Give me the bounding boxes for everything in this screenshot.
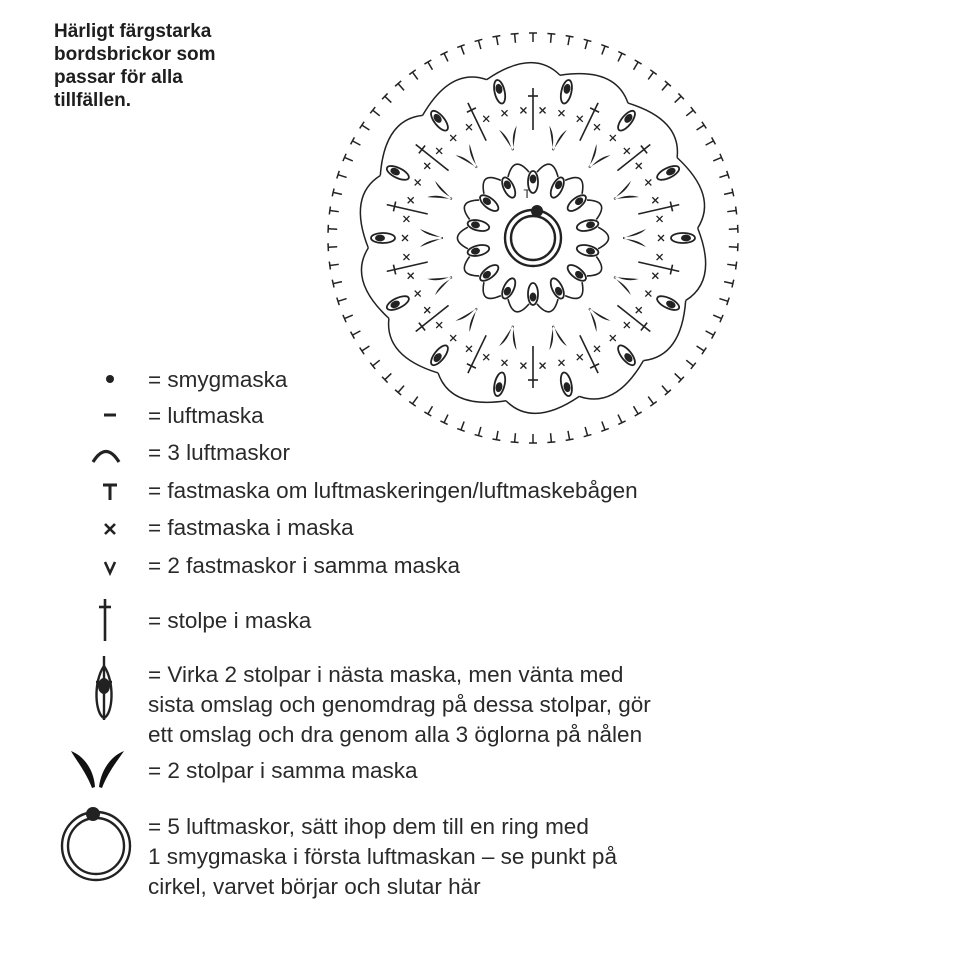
sc-around-stitch (475, 39, 485, 50)
sc-cross (436, 322, 442, 328)
cluster-stitch (565, 262, 588, 284)
dc-pair (610, 269, 639, 295)
cluster-stitch (467, 218, 491, 233)
sc-cross (436, 148, 442, 154)
legend-cluster (148, 660, 651, 750)
dc-pair-icon (66, 744, 130, 794)
sc-around-stitch (718, 171, 729, 181)
dc-stitch (638, 262, 679, 271)
sc-cross (502, 360, 508, 366)
cluster-stitch-outer (559, 371, 574, 397)
sc-cross (415, 179, 421, 185)
chain-arc (565, 178, 583, 194)
sc-around-stitch (694, 122, 706, 134)
sc-around-stitch (440, 413, 451, 425)
cluster-stitch (499, 175, 518, 199)
sc-around-stitch (343, 154, 354, 165)
sc-around-stitch (712, 154, 723, 165)
sc-around-stitch (729, 225, 738, 233)
sc-around-stitch (424, 60, 435, 72)
sc-cross (403, 216, 409, 222)
sc-around-stitch (395, 81, 407, 93)
sc-around-stitch (492, 430, 501, 440)
sc-around-stitch (704, 137, 716, 148)
cluster-stitch (576, 218, 600, 233)
sc-around-stitch (727, 207, 737, 216)
sc-cross (408, 197, 414, 203)
sc-cross (483, 354, 489, 360)
legend-chain-arc (148, 438, 290, 468)
dc-pair (427, 269, 456, 295)
dc-pair (499, 324, 522, 350)
dc-pair (456, 303, 484, 332)
chain-arc (587, 200, 602, 219)
chain-arc (537, 299, 558, 312)
sc-cross (594, 124, 600, 130)
chain-icon (90, 402, 130, 432)
cluster-stitch (528, 283, 538, 305)
cluster-stitch (499, 276, 518, 300)
cluster-stitch (477, 262, 500, 284)
cluster-stitch-outer (559, 79, 574, 105)
sc-around-stitch (360, 343, 372, 355)
sc-around-stitch (332, 278, 343, 288)
sc-around-stitch (727, 260, 737, 269)
sc-around-stitch (684, 357, 696, 369)
legend-magic-ring (148, 812, 617, 902)
sc-cross (645, 291, 651, 297)
sc-cross (502, 110, 508, 116)
sc-around-stitch (598, 420, 609, 431)
sc-around-stitch (329, 260, 339, 269)
legend-sc-around (148, 476, 638, 506)
sc-cross (657, 216, 663, 222)
intro-line: bordsbrickor som (54, 44, 216, 65)
outer-chain-arc (506, 396, 579, 413)
chain-arc (483, 178, 501, 194)
sc-around-stitch (409, 394, 421, 406)
legend-sc-increase (148, 551, 460, 581)
dc-stitch (416, 305, 449, 331)
dc-stitch (617, 144, 650, 170)
cluster-stitch (565, 192, 588, 214)
sc-around-stitch (511, 433, 520, 443)
sc-cross (520, 107, 526, 113)
sc-cross (450, 335, 456, 341)
sc-around-stitch (672, 93, 684, 105)
sc-around-stitch (395, 383, 407, 395)
sc-around-icon (90, 476, 130, 506)
chain-arc (483, 282, 501, 298)
sc-around-stitch (684, 107, 696, 119)
sc-around-stitch (328, 225, 337, 233)
dc-pair (610, 181, 639, 207)
cluster-icon (86, 654, 122, 722)
sc-around-stitch (351, 327, 363, 338)
chain-arc-icon (86, 438, 126, 468)
sc-around-stitch (409, 70, 421, 82)
cluster-stitch (467, 243, 491, 258)
sc-around-stitch (370, 107, 382, 119)
cluster-stitch-outer (428, 343, 451, 368)
outer-chain-arc (579, 361, 643, 399)
sc-around-stitch (424, 404, 435, 416)
sc-around-stitch (511, 33, 520, 43)
cluster-stitch (576, 243, 600, 258)
sc-around-stitch (547, 433, 556, 443)
sc-cross (658, 235, 664, 241)
dc-stitch (416, 144, 449, 170)
dc-bar (670, 202, 672, 212)
dc-pair (456, 144, 484, 173)
cluster-stitch (548, 175, 567, 199)
outer-chain-arc (389, 318, 438, 373)
sc-cross (520, 363, 526, 369)
sc-around-stitch (564, 36, 573, 46)
sc-cross (652, 197, 658, 203)
legend-label: = fastmaska i maska (148, 515, 354, 540)
sc-around-stitch (614, 52, 625, 64)
dc-pair (544, 324, 567, 350)
sc-around-stitch (351, 137, 363, 148)
chain-arc (508, 164, 529, 177)
legend-label: = 3 luftmaskor (148, 440, 290, 465)
chain-arc (587, 257, 602, 276)
legend-label: = stolpe i maska (148, 608, 312, 633)
legend-label: = smygmaska (148, 367, 288, 392)
intro-line: passar för alla (54, 67, 183, 88)
dc-stitch (638, 205, 679, 214)
sc-cross (483, 116, 489, 122)
dc-pair (623, 229, 646, 247)
cluster-stitch-outer (492, 79, 507, 105)
cluster-stitch-outer (671, 233, 695, 243)
intro-line: Härligt färgstarka (54, 21, 212, 42)
sc-cross (466, 124, 472, 130)
sc-cross (577, 116, 583, 122)
outer-chain-arc (677, 158, 704, 228)
sc-increase-icon (90, 552, 130, 582)
chain-arc (508, 299, 529, 312)
sc-cross (402, 235, 408, 241)
sc-around-stitch (457, 45, 468, 56)
legend-label: = 2 stolpar i samma maska (148, 758, 418, 783)
dc-bar (393, 202, 395, 212)
start-slip-stitch (531, 205, 543, 217)
sc-around-stitch (645, 394, 657, 406)
chain-arc (598, 227, 608, 249)
sc-around-stitch (630, 404, 641, 416)
sc-around-stitch (659, 383, 671, 395)
sc-cross (403, 254, 409, 260)
cluster-stitch-outer (428, 108, 451, 133)
dc-pair (427, 181, 456, 207)
cluster-stitch-outer (615, 343, 638, 368)
dc-pair (499, 126, 522, 152)
chain-arc (537, 164, 558, 177)
sc-cross (657, 254, 663, 260)
cluster-stitch-outer (615, 108, 638, 133)
sc-around-stitch (329, 207, 339, 216)
outer-chain-arc (423, 77, 487, 115)
legend-chain (148, 401, 264, 431)
legend-label: = Virka 2 stolpar i nästa maska, men vänta med (148, 662, 624, 687)
sc-cross (624, 148, 630, 154)
sc-around-stitch (529, 434, 537, 443)
sc-around-stitch (440, 52, 451, 64)
cluster-stitch-outer (655, 293, 681, 312)
sc-around-stitch (343, 311, 354, 322)
cluster-stitch-outer (385, 163, 411, 182)
legend-dc-pair (148, 756, 417, 786)
cluster-stitch (528, 171, 538, 193)
sc-around-stitch (475, 426, 485, 437)
chain-arc (457, 227, 467, 249)
sc-around-stitch (723, 278, 734, 288)
cluster-stitch (548, 276, 567, 300)
outer-chain-arc (628, 103, 677, 158)
magic-ring-icon (56, 800, 140, 884)
dc-pair (582, 144, 610, 173)
sc-around-stitch (729, 243, 738, 251)
sc-around-stitch (723, 188, 734, 198)
sc-around-stitch (581, 39, 591, 50)
sc-around-stitch (712, 311, 723, 322)
sc-cross (408, 273, 414, 279)
sc-around-stitch (337, 171, 348, 181)
sc-around-stitch (581, 426, 591, 437)
center-ring (505, 210, 561, 266)
dc-icon (90, 596, 120, 644)
legend-label: = luftmaska (148, 403, 264, 428)
sc-cross (540, 363, 546, 369)
cluster-stitch-outer (492, 371, 507, 397)
sc-cross (645, 179, 651, 185)
sc-around-stitch (382, 93, 394, 105)
sc-around-stitch (704, 327, 716, 338)
center-ring-inner (511, 216, 555, 260)
sc-around-stitch (332, 188, 343, 198)
legend-label: = 5 luftmaskor, sätt ihop dem till en ring med (148, 814, 589, 839)
sc-cross (558, 360, 564, 366)
sc-around-stitch (547, 33, 556, 43)
legend-slip-stitch (148, 365, 287, 395)
sc-around-stitch (564, 430, 573, 440)
sc-around-stitch (598, 45, 609, 56)
chain-arc (464, 257, 479, 276)
intro-line: tillfällen. (54, 90, 132, 111)
sc-cross (558, 110, 564, 116)
chain-arc (565, 282, 583, 298)
legend-sc (148, 513, 354, 543)
sc-cross (652, 273, 658, 279)
sc-cross (415, 291, 421, 297)
legend-label: 1 smygmaska i första luftmaskan – se punkt på (148, 844, 617, 869)
sc-around-stitch (718, 295, 729, 305)
sc-around-stitch (382, 371, 394, 383)
sc-around-stitch (630, 60, 641, 72)
sc-cross (466, 346, 472, 352)
sc-around-stitch (672, 371, 684, 383)
legend-label: = 2 fastmaskor i samma maska (148, 553, 460, 578)
dc-pair (582, 303, 610, 332)
sc-around-stitch (360, 122, 372, 134)
dc-stitch (617, 305, 650, 331)
sc-around-stitch (492, 36, 501, 46)
sc-cross (540, 107, 546, 113)
dc-pair (544, 126, 567, 152)
sc-around-stitch (529, 33, 537, 42)
sc-cross (610, 335, 616, 341)
sc-around-stitch (457, 420, 468, 431)
dc-stitch (387, 262, 428, 271)
sc-cross (636, 163, 642, 169)
sc-cross (594, 346, 600, 352)
sc-cross (577, 354, 583, 360)
dc-pair (420, 229, 443, 247)
cluster-stitch (477, 192, 500, 214)
outer-chain-arc (361, 248, 388, 318)
round-start-label: T (523, 187, 531, 201)
sc-around-stitch (337, 295, 348, 305)
legend-label: sista omslag och genomdrag på dessa stolpar, gör (148, 692, 651, 717)
slip-stitch-icon (90, 364, 130, 394)
sc-around-stitch (328, 243, 337, 251)
sc-around-stitch (645, 70, 657, 82)
round-diagram (328, 33, 738, 443)
sc-cross (424, 307, 430, 313)
legend-label: ett omslag och dra genom alla 3 öglorna på nålen (148, 722, 643, 747)
dc-bar (670, 265, 672, 275)
sc-cross (636, 307, 642, 313)
sc-around-stitch (694, 343, 706, 355)
dc-bar (393, 265, 395, 275)
legend-label: = fastmaska om luftmaskeringen/luftmaskebågen (148, 478, 638, 503)
sc-cross (424, 163, 430, 169)
chain-arc (464, 200, 479, 219)
sc-icon (90, 514, 130, 544)
legend-dc (148, 606, 311, 636)
sc-around-stitch (614, 413, 625, 425)
sc-around-stitch (659, 81, 671, 93)
cluster-stitch-outer (655, 163, 681, 182)
sc-cross (624, 322, 630, 328)
sc-cross (610, 135, 616, 141)
dc-stitch (387, 205, 428, 214)
cluster-stitch-outer (385, 293, 411, 312)
outer-chain-arc (487, 63, 560, 80)
legend-label: cirkel, varvet börjar och slutar här (148, 874, 481, 899)
sc-cross (450, 135, 456, 141)
cluster-stitch-outer (371, 233, 395, 243)
sc-around-stitch (370, 357, 382, 369)
